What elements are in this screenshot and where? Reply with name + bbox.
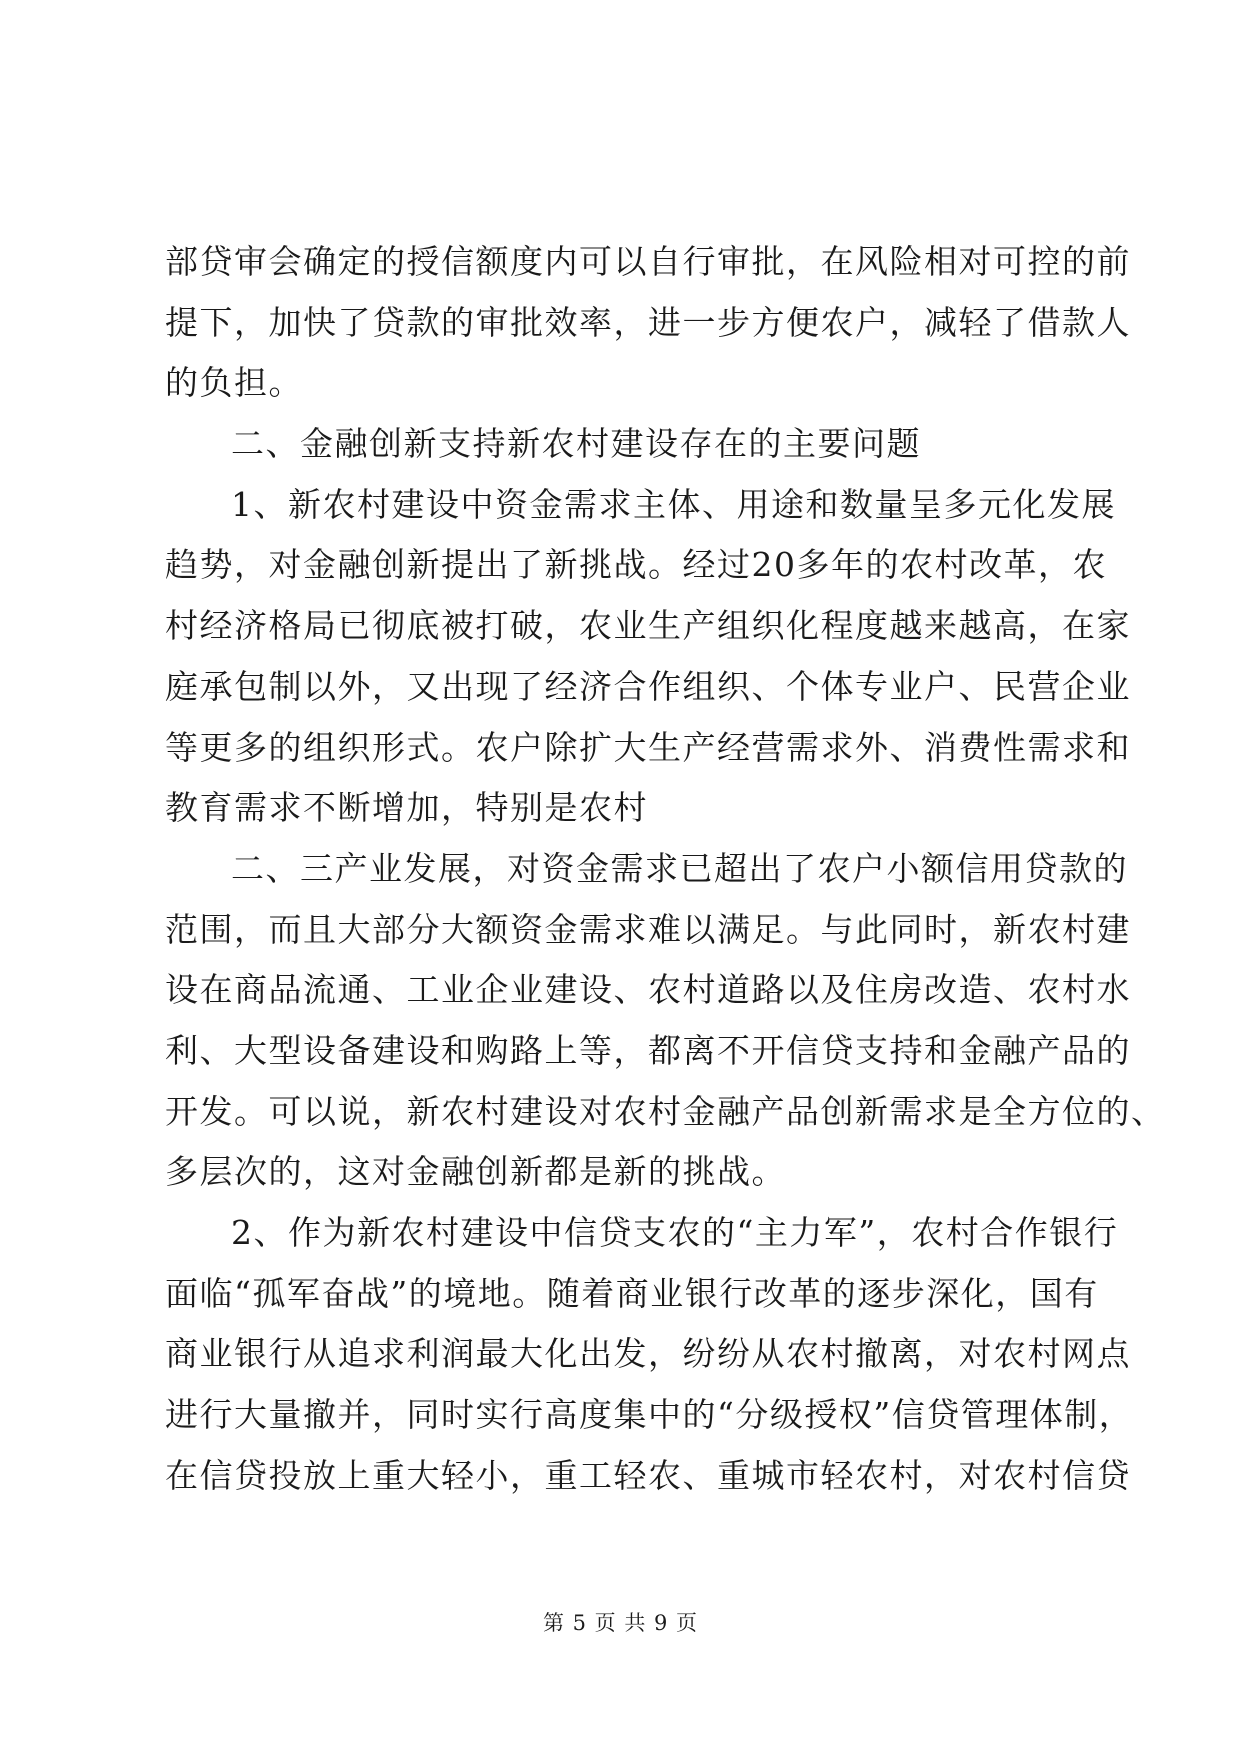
text-line: 设在商品流通、工业企业建设、农村道路以及住房改造、农村水 xyxy=(165,970,1131,1010)
text-line: 二、三产业发展，对资金需求已超出了农户小额信用贷款的 xyxy=(231,848,1128,888)
text-line: 商业银行从追求利润最大化出发，纷纷从农村撤离，对农村网点 xyxy=(165,1334,1131,1374)
text-line: 开发。可以说，新农村建设对农村金融产品创新需求是全方位的、 xyxy=(165,1091,1166,1131)
body-text xyxy=(165,232,1166,1506)
text-line: 村经济格局已彻底被打破，农业生产组织化程度越来越高，在家 xyxy=(165,606,1131,646)
text-line: 多层次的，这对金融创新都是新的挑战。 xyxy=(165,1152,786,1192)
text-line: 教育需求不断增加，特别是农村 xyxy=(165,788,648,828)
text-line: 等更多的组织形式。农户除扩大生产经营需求外、消费性需求和 xyxy=(165,727,1131,767)
text-line: 进行大量撤并，同时实行高度集中的“分级授权”信贷管理体制， xyxy=(165,1395,1134,1435)
text-line: 2、作为新农村建设中信贷支农的“主力军”，农村合作银行 xyxy=(231,1213,1119,1252)
text-line: 庭承包制以外，又出现了经济合作组织、个体专业户、民营企业 xyxy=(165,666,1131,706)
text-line: 的负担。 xyxy=(165,363,303,403)
text-line: 在信贷投放上重大轻小，重工轻农、重城市轻农村，对农村信贷 xyxy=(165,1455,1131,1495)
page-footer: 第 5 页 共 9 页 xyxy=(542,1611,699,1635)
text-line: 利、大型设备建设和购路上等，都离不开信贷支持和金融产品的 xyxy=(165,1030,1131,1070)
text-line: 1、新农村建设中资金需求主体、用途和数量呈多元化发展 xyxy=(231,484,1116,524)
text-line: 面临“孤军奋战”的境地。随着商业银行改革的逐步深化，国有 xyxy=(165,1273,1099,1313)
text-line: 趋势，对金融创新提出了新挑战。经过20多年的农村改革，农 xyxy=(165,545,1107,585)
text-line: 范围，而且大部分大额资金需求难以满足。与此同时，新农村建 xyxy=(165,909,1131,949)
text-line: 提下，加快了贷款的审批效率，进一步方便农户，减轻了借款人 xyxy=(165,302,1131,342)
text-line: 二、金融创新支持新农村建设存在的主要问题 xyxy=(231,424,921,464)
text-line: 部贷审会确定的授信额度内可以自行审批，在风险相对可控的前 xyxy=(165,242,1131,281)
